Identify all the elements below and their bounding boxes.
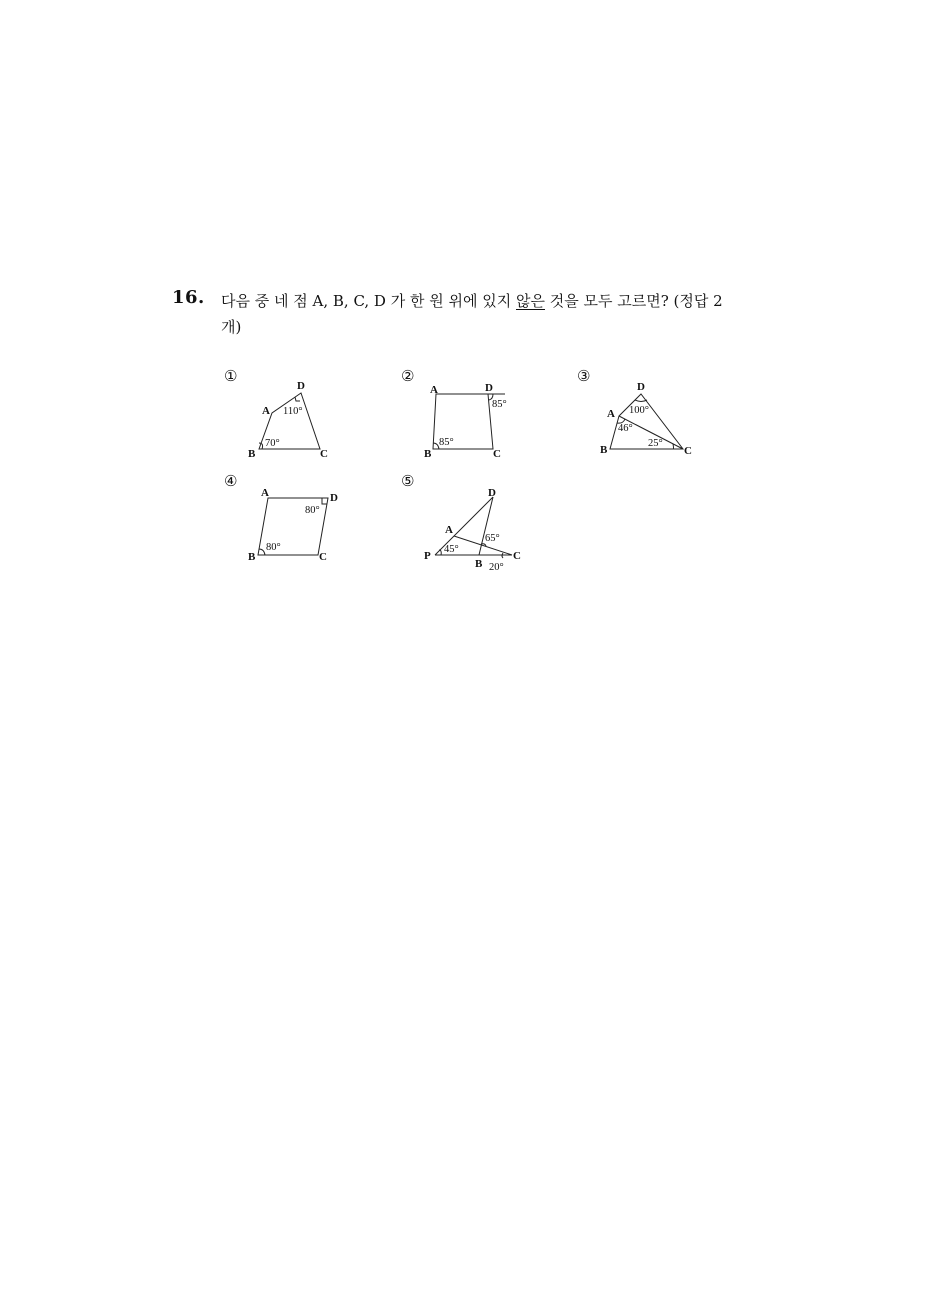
choice-marker-4: ④ xyxy=(224,472,238,490)
figure-5 xyxy=(397,470,537,584)
angle-label-b: 85° xyxy=(439,437,454,448)
angle-mark-b xyxy=(259,549,265,555)
quadrilateral-abcd xyxy=(610,394,683,449)
figure-2 xyxy=(397,365,527,469)
vertex-label-b: B xyxy=(248,448,256,460)
choice-marker-5: ⑤ xyxy=(401,472,415,490)
choice-marker-3: ③ xyxy=(577,367,591,385)
choice-marker-1: ① xyxy=(224,367,238,385)
choice-marker-2: ② xyxy=(401,367,415,385)
angle-label-b: 70° xyxy=(265,438,280,449)
vertex-label-d: D xyxy=(330,492,338,504)
figure-3-diagram xyxy=(573,365,703,465)
figure-5-diagram xyxy=(397,470,537,580)
vertex-label-a: A xyxy=(262,405,270,417)
angle-label-d: 100° xyxy=(629,405,649,416)
vertex-label-c: C xyxy=(684,445,692,457)
vertex-label-c: C xyxy=(513,550,521,562)
figure-2-diagram xyxy=(397,365,527,465)
figure-3 xyxy=(573,365,703,469)
figure-1 xyxy=(220,365,340,469)
figure-4 xyxy=(220,470,350,574)
angle-label-p: 45° xyxy=(444,544,459,555)
vertex-label-p: P xyxy=(424,550,431,562)
question-underlined-word: 않은 xyxy=(516,292,545,310)
vertex-label-a: A xyxy=(445,524,453,536)
angle-label-d-exterior: 85° xyxy=(492,399,507,410)
vertex-label-b: B xyxy=(475,558,483,570)
vertex-label-a: A xyxy=(430,384,438,396)
angle-label-c: 25° xyxy=(648,438,663,449)
vertex-label-d: D xyxy=(485,382,493,394)
vertex-label-a: A xyxy=(607,408,615,420)
angle-mark-c xyxy=(673,444,674,449)
vertex-label-d: D xyxy=(637,381,645,393)
vertex-label-c: C xyxy=(319,551,327,563)
angle-mark-d xyxy=(322,498,327,504)
vertex-label-c: C xyxy=(493,448,501,460)
angle-label-b: 80° xyxy=(266,542,281,553)
angle-mark-d xyxy=(295,397,300,401)
vertex-label-a: A xyxy=(261,487,269,499)
question-line-1 xyxy=(221,290,723,311)
vertex-label-d: D xyxy=(488,487,496,499)
vertex-label-b: B xyxy=(424,448,432,460)
question-text-before: 다음 중 네 점 A, B, C, D 가 한 원 위에 있지 xyxy=(221,292,516,310)
problem-number: 16. xyxy=(172,287,205,308)
vertex-label-b: B xyxy=(600,444,608,456)
figure-1-diagram xyxy=(220,365,340,465)
figure-4-diagram xyxy=(220,470,350,570)
angle-label-d: 80° xyxy=(305,505,320,516)
angle-label-a: 46° xyxy=(618,423,633,434)
angle-label-65: 65° xyxy=(485,533,500,544)
vertex-label-b: B xyxy=(248,551,256,563)
question-line-2: 개) xyxy=(221,318,242,336)
vertex-label-d: D xyxy=(297,380,305,392)
angle-label-c: 20° xyxy=(489,562,504,573)
vertex-label-c: C xyxy=(320,448,328,460)
angle-label-a: 110° xyxy=(283,406,303,417)
question-text-after: 것을 모두 고르면? (정답 2 xyxy=(544,292,723,310)
